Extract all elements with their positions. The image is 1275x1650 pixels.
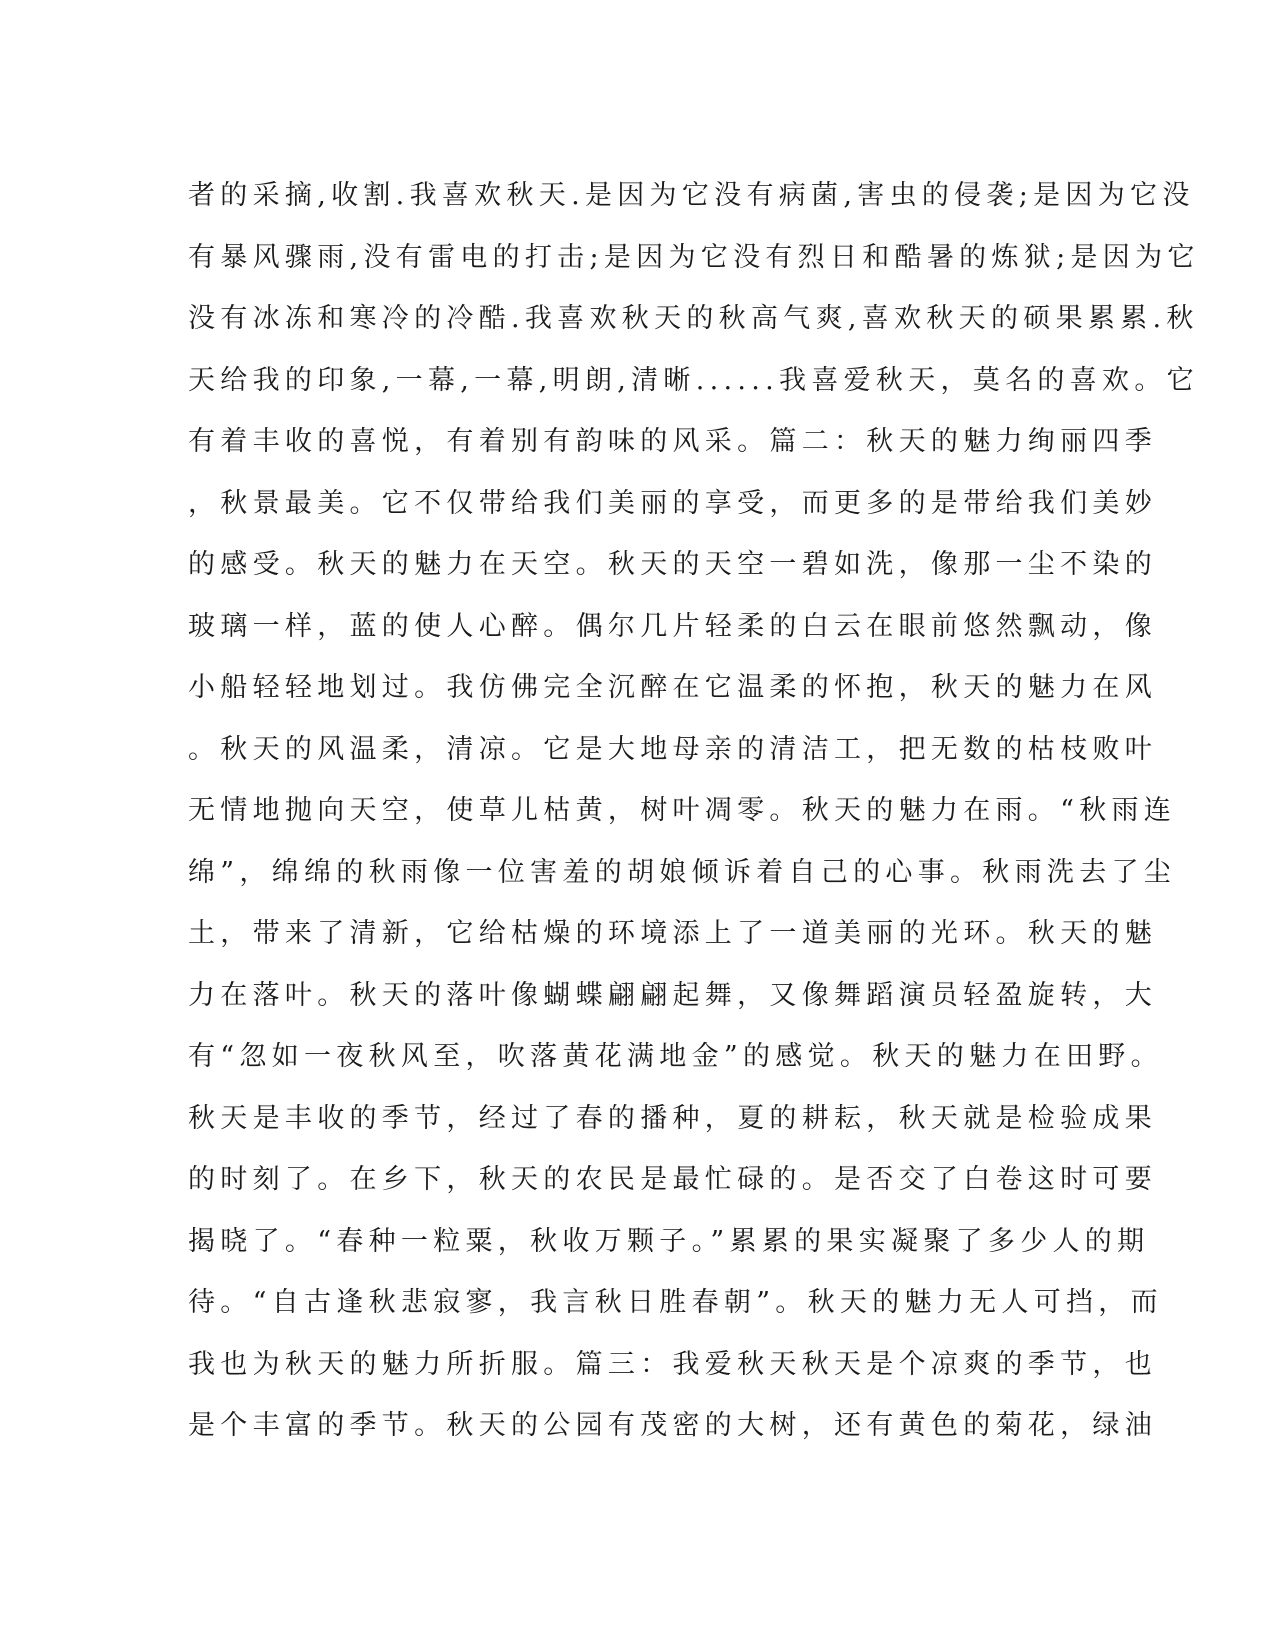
text-line: 。秋天的风温柔，清凉。它是大地母亲的清洁工，把无数的枯枝败叶 [188, 733, 1157, 765]
text-line: 有“忽如一夜秋风至，吹落黄花满地金”的感觉。秋天的魅力在田野。 [188, 1041, 1163, 1072]
text-line: 土，带来了清新，它给枯燥的环境添上了一道美丽的光环。秋天的魅 [188, 918, 1157, 949]
text-line: 没有冰冻和寒冷的冷酷.我喜欢秋天的秋高气爽,喜欢秋天的硕果累累.秋 [188, 303, 1199, 334]
text-line: 绵”，绵绵的秋雨像一位害羞的胡娘倾诉着自己的心事。秋雨洗去了尘 [188, 856, 1177, 888]
text-line: ，秋景最美。它不仅带给我们美丽的享受，而更多的是带给我们美妙 [188, 487, 1157, 519]
text-line: 的感受。秋天的魅力在天空。秋天的天空一碧如洗，像那一尘不染的 [188, 549, 1157, 580]
text-line: 我也为秋天的魅力所折服。篇三：我爱秋天秋天是个凉爽的季节，也 [188, 1348, 1157, 1380]
text-line: 小船轻轻地划过。我仿佛完全沉醉在它温柔的怀抱，秋天的魅力在风 [188, 672, 1157, 703]
text-line: 是个丰富的季节。秋天的公园有茂密的大树，还有黄色的菊花，绿油 [188, 1410, 1157, 1441]
text-line: 玻璃一样，蓝的使人心醉。偶尔几片轻柔的白云在眼前悠然飘动，像 [188, 610, 1157, 642]
text-line: 天给我的印象,一幕,一幕,明朗,清晰......我喜爱秋天，莫名的喜欢。它 [188, 364, 1199, 396]
text-line: 揭晓了。“春种一粒粟，秋收万颗子。”累累的果实凝聚了多少人的期 [188, 1225, 1150, 1257]
text-line: 待。“自古逢秋悲寂寥，我言秋日胜春朝”。秋天的魅力无人可挡，而 [188, 1287, 1163, 1318]
text-line: 秋天是丰收的季节，经过了春的播种，夏的耕耘，秋天就是检验成果 [188, 1102, 1157, 1134]
text-line: 有暴风骤雨,没有雷电的打击;是因为它没有烈日和酷暑的炼狱;是因为它 [188, 241, 1200, 273]
body-text [188, 165, 1200, 1457]
text-line: 的时刻了。在乡下，秋天的农民是最忙碌的。是否交了白卷这时可要 [188, 1164, 1157, 1195]
text-line: 有着丰收的喜悦，有着别有韵味的风采。篇二：秋天的魅力绚丽四季 [188, 426, 1157, 457]
text-line: 力在落叶。秋天的落叶像蝴蝶翩翩起舞，又像舞蹈演员轻盈旋转，大 [188, 979, 1157, 1011]
text-line: 者的采摘,收割.我喜欢秋天.是因为它没有病菌,害虫的侵袭;是因为它没 [188, 180, 1195, 211]
text-line: 无情地抛向天空，使草儿枯黄，树叶凋零。秋天的魅力在雨。“秋雨连 [188, 795, 1177, 826]
